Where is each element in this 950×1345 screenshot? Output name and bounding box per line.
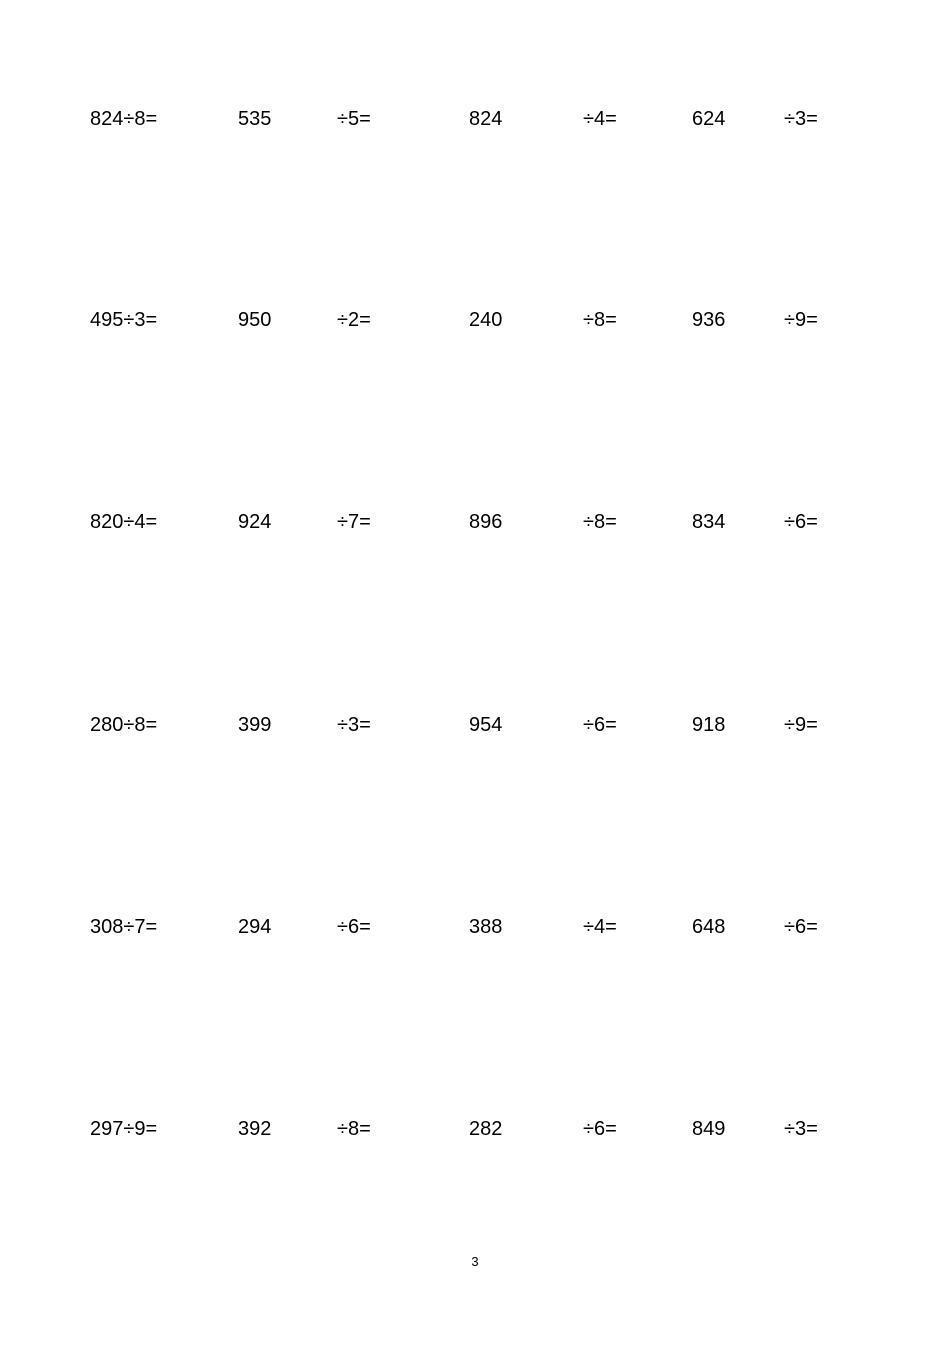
divisor-equals: ÷7= bbox=[337, 511, 371, 533]
problem-text: 297÷9= bbox=[90, 1118, 158, 1140]
problem-text: 495÷3= bbox=[90, 309, 158, 331]
divisor-equals: ÷4= bbox=[583, 916, 617, 938]
divisor-equals: ÷6= bbox=[337, 916, 371, 938]
divisor-equals: ÷6= bbox=[784, 916, 818, 938]
page-number: 3 bbox=[471, 1254, 479, 1269]
dividend: 950 bbox=[238, 309, 272, 331]
problem-text: 308÷7= bbox=[90, 916, 158, 938]
dividend: 282 bbox=[469, 1118, 503, 1140]
dividend: 924 bbox=[238, 511, 272, 533]
dividend: 954 bbox=[469, 714, 503, 736]
dividend: 294 bbox=[238, 916, 272, 938]
problem-row bbox=[0, 912, 950, 942]
dividend: 388 bbox=[469, 916, 503, 938]
dividend: 624 bbox=[692, 108, 726, 130]
divisor-equals: ÷5= bbox=[337, 108, 371, 130]
divisor-equals: ÷6= bbox=[583, 714, 617, 736]
dividend: 849 bbox=[692, 1118, 726, 1140]
problem-text: 824÷8= bbox=[90, 108, 158, 130]
dividend: 392 bbox=[238, 1118, 272, 1140]
dividend: 918 bbox=[692, 714, 726, 736]
divisor-equals: ÷9= bbox=[784, 714, 818, 736]
dividend: 648 bbox=[692, 916, 726, 938]
dividend: 824 bbox=[469, 108, 503, 130]
divisor-equals: ÷3= bbox=[337, 714, 371, 736]
divisor-equals: ÷6= bbox=[583, 1118, 617, 1140]
dividend: 936 bbox=[692, 309, 726, 331]
problem-row bbox=[0, 1114, 950, 1144]
problem-row bbox=[0, 104, 950, 134]
divisor-equals: ÷8= bbox=[583, 309, 617, 331]
problem-text: 820÷4= bbox=[90, 511, 158, 533]
divisor-equals: ÷8= bbox=[583, 511, 617, 533]
divisor-equals: ÷2= bbox=[337, 309, 371, 331]
divisor-equals: ÷3= bbox=[784, 108, 818, 130]
divisor-equals: ÷4= bbox=[583, 108, 617, 130]
divisor-equals: ÷8= bbox=[337, 1118, 371, 1140]
dividend: 834 bbox=[692, 511, 726, 533]
problem-text: 280÷8= bbox=[90, 714, 158, 736]
problem-row bbox=[0, 710, 950, 740]
dividend: 240 bbox=[469, 309, 503, 331]
dividend: 896 bbox=[469, 511, 503, 533]
problem-row bbox=[0, 305, 950, 335]
divisor-equals: ÷9= bbox=[784, 309, 818, 331]
problem-row bbox=[0, 507, 950, 537]
divisor-equals: ÷6= bbox=[784, 511, 818, 533]
dividend: 535 bbox=[238, 108, 272, 130]
dividend: 399 bbox=[238, 714, 272, 736]
divisor-equals: ÷3= bbox=[784, 1118, 818, 1140]
